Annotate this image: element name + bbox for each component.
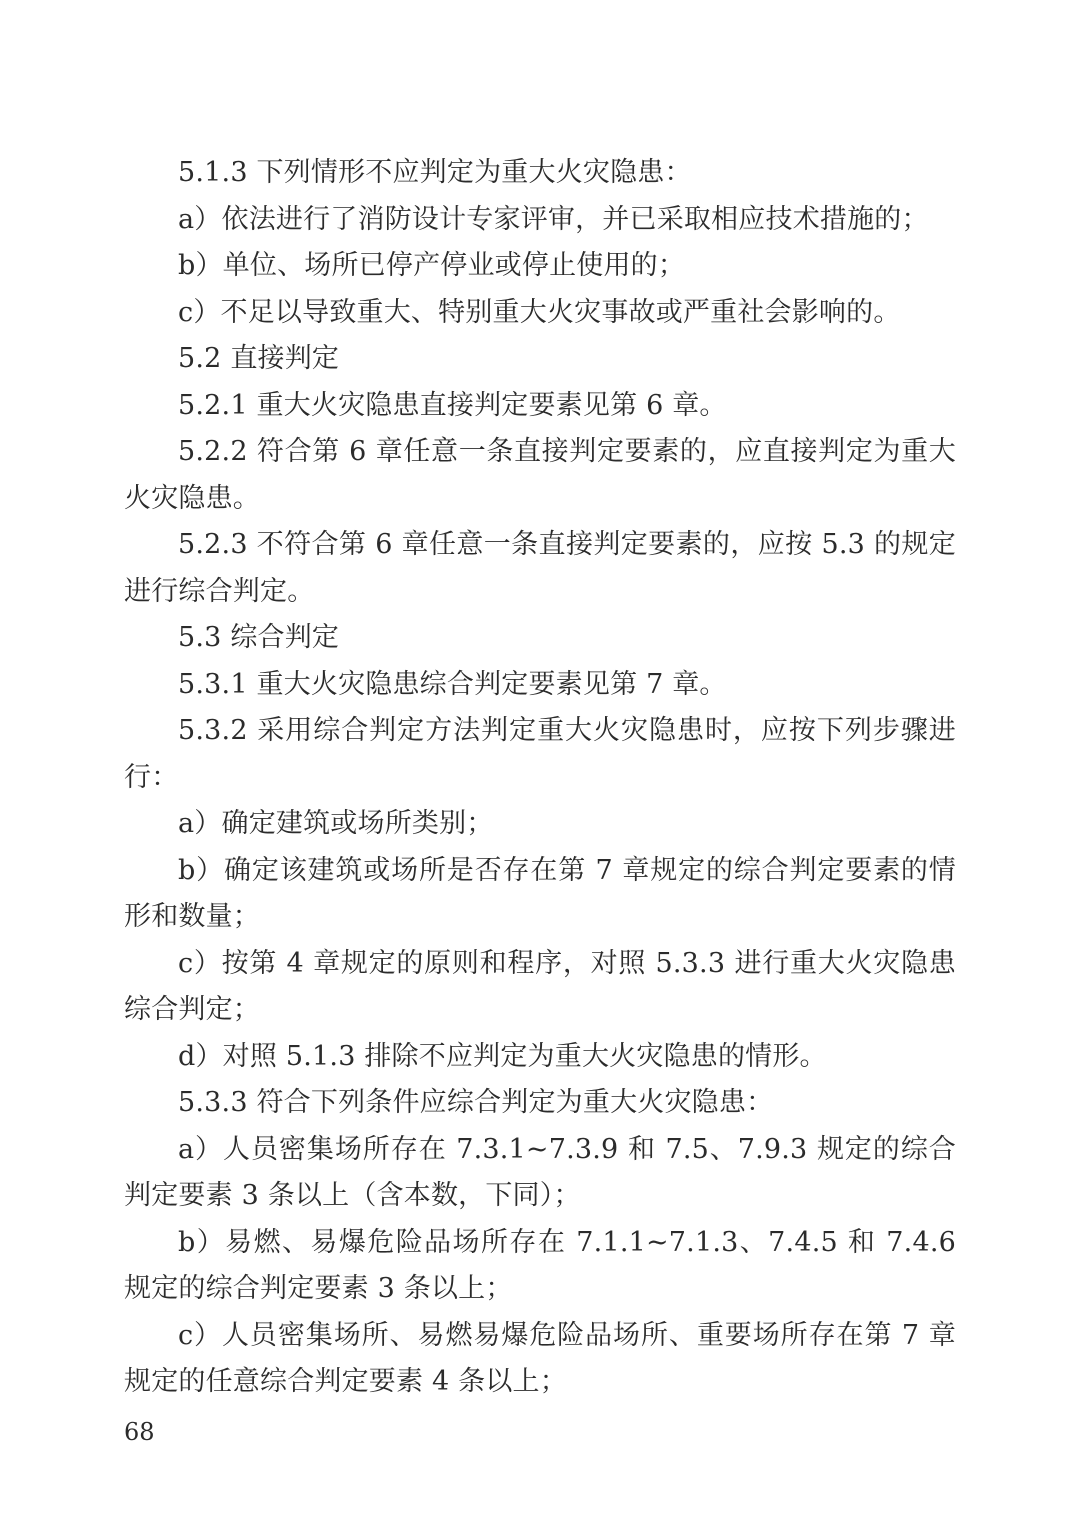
page-number: 68: [124, 1418, 155, 1446]
page-body: [124, 150, 956, 1406]
clause-5-3-2-c: c）按第 4 章规定的原则和程序，对照 5.3.3 进行重大火灾隐患综合判定；: [124, 947, 956, 1025]
clause-5-3-3-b: b）易燃、易爆危险品场所存在 7.1.1~7.1.3、7.4.5 和 7.4.6 规定的综合判定要素 3 条以上；: [124, 1226, 956, 1304]
clause-5-1-3-a: a）依法进行了消防设计专家评审，并已采取相应技术措施的；: [178, 203, 929, 235]
clause-5-1-3-b: b）单位、场所已停产停业或停止使用的；: [178, 250, 686, 281]
clause-5-2-3: 5.2.3 不符合第 6 章任意一条直接判定要素的，应按 5.3 的规定进行综合判定。: [124, 529, 956, 607]
clause-5-3-3: 5.3.3 符合下列条件应综合判定为重大火灾隐患：: [178, 1087, 774, 1118]
section-heading-5-2: 5.2 直接判定: [178, 343, 340, 374]
section-heading-5-3: 5.3 综合判定: [178, 622, 340, 653]
clause-5-3-2: 5.3.2 采用综合判定方法判定重大火灾隐患时，应按下列步骤进行：: [124, 715, 956, 793]
clause-5-3-2-a: a）确定建筑或场所类别；: [178, 808, 494, 839]
clause-5-3-1: 5.3.1 重大火灾隐患综合判定要素见第 7 章。: [178, 668, 727, 700]
clause-5-3-2-d: d）对照 5.1.3 排除不应判定为重大火灾隐患的情形。: [178, 1040, 827, 1072]
clause-5-1-3: 5.1.3 下列情形不应判定为重大火灾隐患：: [178, 157, 692, 188]
clause-5-1-3-c: c）不足以导致重大、特别重大火灾事故或严重社会影响的。: [178, 296, 901, 328]
clause-5-2-2: 5.2.2 符合第 6 章任意一条直接判定要素的，应直接判定为重大火灾隐患。: [124, 436, 956, 514]
clause-5-3-3-c: c）人员密集场所、易燃易爆危险品场所、重要场所存在第 7 章规定的任意综合判定要素 4 条以上；: [124, 1319, 956, 1397]
clause-5-2-1: 5.2.1 重大火灾隐患直接判定要素见第 6 章。: [178, 389, 727, 421]
clause-5-3-2-b: b）确定该建筑或场所是否存在第 7 章规定的综合判定要素的情形和数量；: [124, 854, 956, 932]
clause-5-3-3-a: a）人员密集场所存在 7.3.1~7.3.9 和 7.5、7.9.3 规定的综合判定要素 3 条以上（含本数，下同）；: [124, 1133, 956, 1211]
